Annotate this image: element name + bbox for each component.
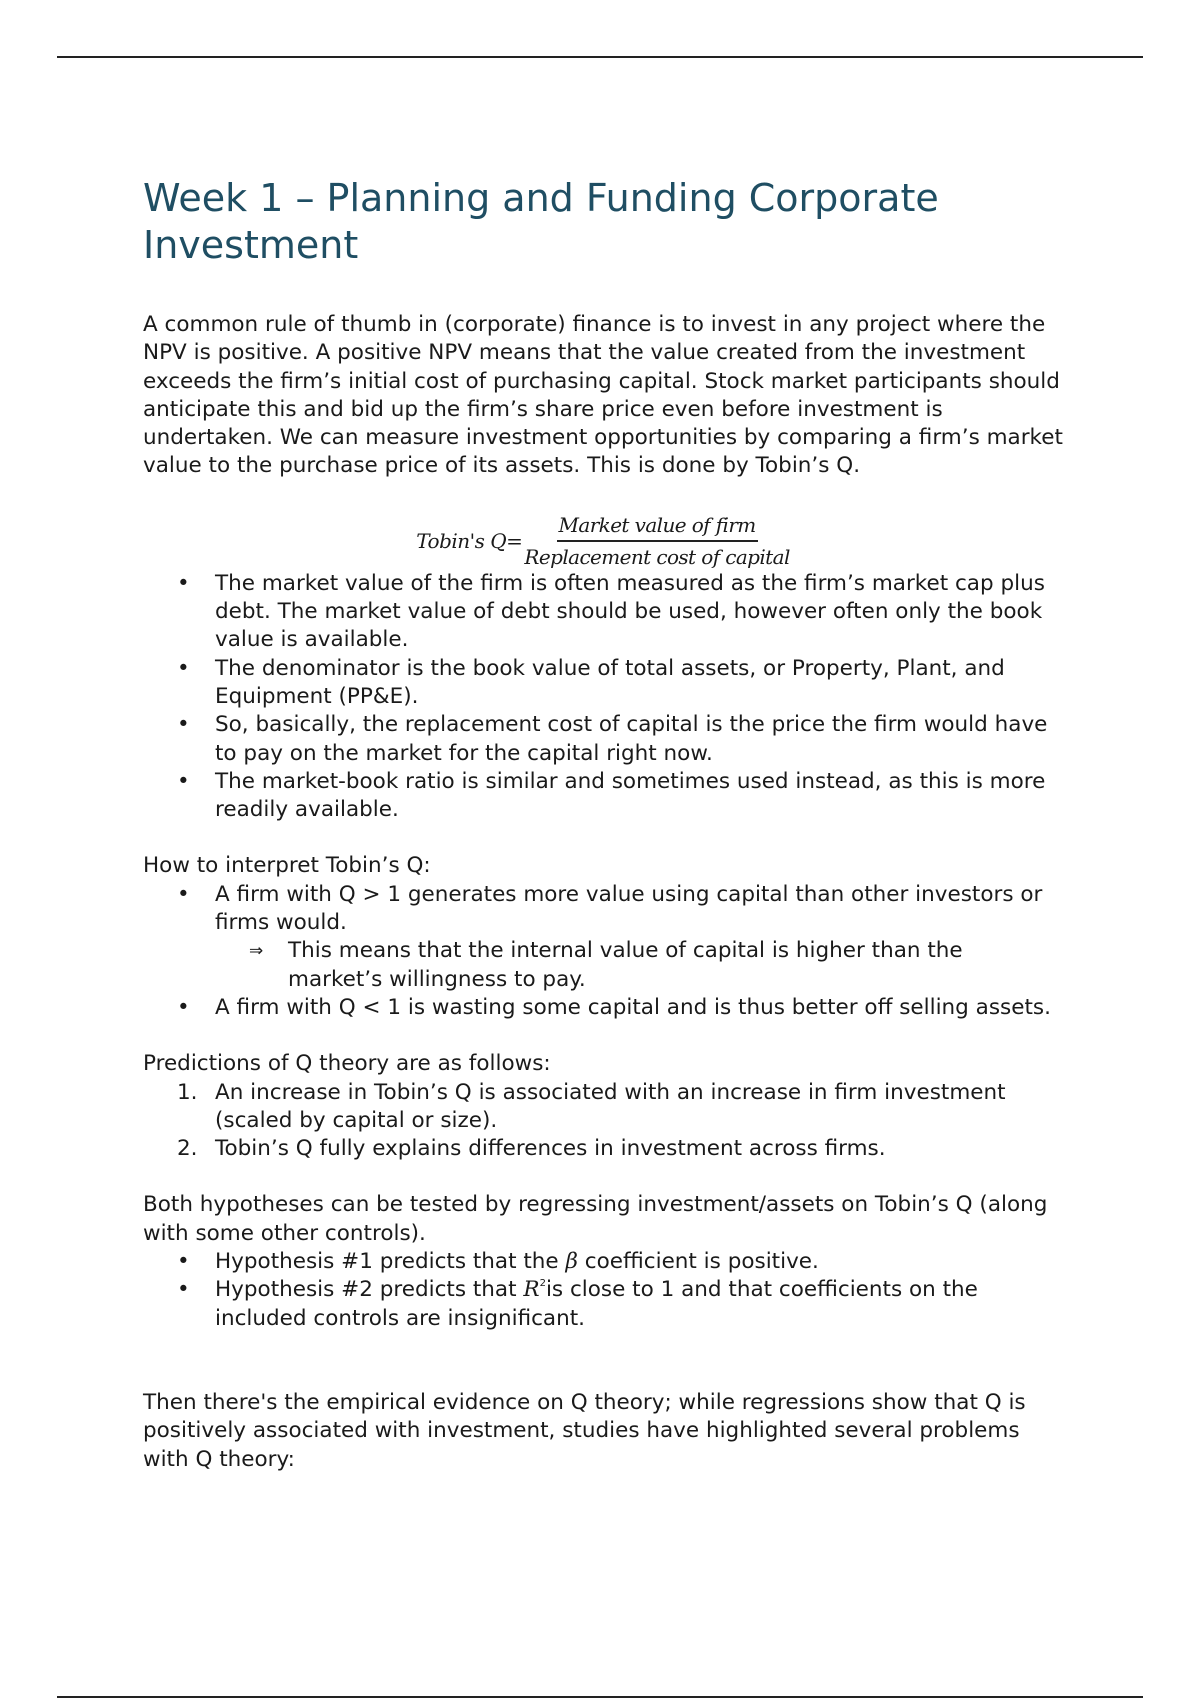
hypotheses-bullet-list	[143, 1248, 1063, 1333]
bullet-icon: •	[177, 768, 190, 794]
r-squared-exponent: 2	[539, 1278, 546, 1290]
interpret-heading: How to interpret Tobin’s Q:	[143, 853, 431, 879]
list-number: 1.	[177, 1079, 198, 1105]
bullet-icon: •	[177, 570, 190, 596]
list-item: • The market-book ratio is similar and sometimes used instead, as this is more readily available.	[177, 768, 1046, 823]
list-item: • A firm with Q > 1 generates more value using capital than other investors or firms would.	[177, 881, 1043, 936]
empirical-paragraph: Then there's the empirical evidence on Q theory; while regressions show that Q is positively associated with investment, studies have highlighted several problems with Q theory:	[143, 1389, 1026, 1472]
bullet-icon: •	[177, 655, 190, 681]
bullet-icon: •	[177, 712, 190, 738]
interpret-bullet-list	[143, 881, 1063, 1022]
sub-list-item: ⇒ This means that the internal value of capital is higher than the market’s willingness to pay.	[249, 938, 963, 992]
predictions-numbered-list	[143, 1079, 1063, 1164]
arrow-icon: ⇒	[249, 941, 264, 962]
document-page	[143, 175, 1063, 1474]
list-item: • The denominator is the book value of total assets, or Property, Plant, and Equipment (PP&E).	[177, 655, 1005, 709]
list-item: • So, basically, the replacement cost of capital is the price the firm would have to pay on the market for the capital right now.	[177, 712, 1048, 766]
formula-lhs: Tobin's Q=	[416, 528, 523, 553]
beta-symbol: β	[565, 1249, 578, 1275]
formula-denominator: Replacement cost of capital	[524, 544, 790, 569]
bullet-icon: •	[177, 1277, 190, 1303]
list-item: • A firm with Q < 1 is wasting some capital and is thus better off selling assets.	[143, 994, 1063, 1022]
formula-fraction	[524, 512, 789, 570]
list-item: 1. An increase in Tobin’s Q is associated with an increase in firm investment (scaled by capital or size).	[177, 1079, 1006, 1133]
list-item: • The market value of the firm is often measured as the firm’s market cap plus debt. The market value of debt should be used, however often only the book value is available.	[177, 570, 1045, 653]
predictions-heading: Predictions of Q theory are as follows:	[143, 1051, 551, 1077]
tobins-q-formula	[143, 512, 1063, 570]
top-rule	[57, 56, 1143, 58]
bottom-rule	[57, 1696, 1143, 1698]
bullet-icon: •	[177, 1249, 190, 1275]
hypotheses-intro: Both hypotheses can be tested by regressing investment/assets on Tobin’s Q (along with some other controls).	[143, 1192, 1048, 1246]
list-item: • Hypothesis #1 predicts that the β coefficient is positive.	[143, 1248, 1063, 1276]
list-item: • Hypothesis #2 predicts that $R^2is$ close to 1 and that coefficients on the included controls are insignificant.	[177, 1277, 978, 1331]
definition-bullet-list	[143, 570, 1063, 825]
list-number: 2.	[177, 1136, 198, 1162]
intro-paragraph: A common rule of thumb in (corporate) finance is to invest in any project where the NPV is positive. A positive NPV means that the value created from the investment exceeds the firm’s initial cost of purchasing capital. Stock market participants should anticipate this and bid up the firm’s share price even before investment is undertaken. We can measure investment opportunities by comparing a firm’s market value to the purchase price of its assets. This is done by Tobin’s Q.	[143, 312, 1063, 479]
r-squared-symbol: R	[523, 1277, 540, 1303]
list-item: 2. Tobin’s Q fully explains differences in investment across firms.	[143, 1135, 1063, 1163]
bullet-icon: •	[177, 881, 190, 907]
page-title: Week 1 – Planning and Funding Corporate Investment	[143, 176, 939, 267]
formula-numerator: Market value of firm	[557, 512, 758, 542]
bullet-icon: •	[177, 994, 190, 1020]
